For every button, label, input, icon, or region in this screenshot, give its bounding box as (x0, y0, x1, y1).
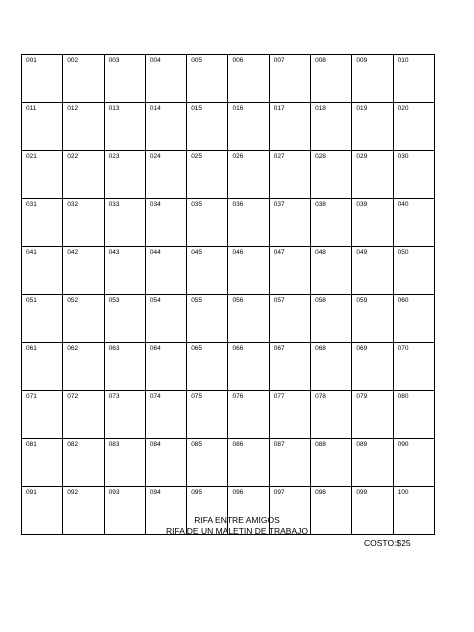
raffle-number-cell: 030 (393, 151, 434, 199)
raffle-number-cell: 001 (22, 55, 63, 103)
raffle-number-cell: 075 (187, 391, 228, 439)
raffle-number-cell: 019 (352, 103, 393, 151)
raffle-number-cell: 086 (228, 439, 269, 487)
raffle-number-cell: 094 (145, 487, 186, 535)
grid-row (22, 199, 435, 247)
grid-row (22, 151, 435, 199)
raffle-number-cell: 034 (145, 199, 186, 247)
raffle-number-grid (21, 54, 435, 535)
grid-row (22, 391, 435, 439)
raffle-number-cell: 033 (104, 199, 145, 247)
raffle-number-cell: 073 (104, 391, 145, 439)
raffle-number-cell: 063 (104, 343, 145, 391)
raffle-number-cell: 027 (269, 151, 310, 199)
grid-row (22, 343, 435, 391)
raffle-number-cell: 078 (311, 391, 352, 439)
raffle-number-cell: 081 (22, 439, 63, 487)
raffle-number-cell: 091 (22, 487, 63, 535)
raffle-number-cell: 055 (187, 295, 228, 343)
grid-row (22, 439, 435, 487)
raffle-number-cell: 090 (393, 439, 434, 487)
raffle-number-cell: 006 (228, 55, 269, 103)
raffle-number-cell: 017 (269, 103, 310, 151)
raffle-number-cell: 032 (63, 199, 104, 247)
raffle-number-cell: 071 (22, 391, 63, 439)
raffle-number-cell: 095 (187, 487, 228, 535)
raffle-number-cell: 059 (352, 295, 393, 343)
raffle-number-cell: 070 (393, 343, 434, 391)
raffle-number-cell: 057 (269, 295, 310, 343)
raffle-number-cell: 092 (63, 487, 104, 535)
raffle-cost: COSTO:$25 (364, 538, 411, 548)
raffle-number-cell: 003 (104, 55, 145, 103)
raffle-number-cell: 096 (228, 487, 269, 535)
raffle-number-cell: 085 (187, 439, 228, 487)
raffle-number-cell: 069 (352, 343, 393, 391)
raffle-number-cell: 022 (63, 151, 104, 199)
raffle-number-cell: 011 (22, 103, 63, 151)
raffle-number-cell: 077 (269, 391, 310, 439)
raffle-number-cell: 045 (187, 247, 228, 295)
raffle-number-cell: 004 (145, 55, 186, 103)
raffle-number-cell: 009 (352, 55, 393, 103)
raffle-number-cell: 058 (311, 295, 352, 343)
raffle-number-cell: 002 (63, 55, 104, 103)
raffle-number-cell: 014 (145, 103, 186, 151)
raffle-number-cell: 023 (104, 151, 145, 199)
grid-row (22, 295, 435, 343)
raffle-number-cell: 072 (63, 391, 104, 439)
raffle-number-cell: 074 (145, 391, 186, 439)
raffle-number-cell: 087 (269, 439, 310, 487)
raffle-number-cell: 076 (228, 391, 269, 439)
raffle-number-cell: 018 (311, 103, 352, 151)
raffle-number-cell: 007 (269, 55, 310, 103)
raffle-number-cell: 054 (145, 295, 186, 343)
raffle-number-cell: 024 (145, 151, 186, 199)
raffle-number-cell: 064 (145, 343, 186, 391)
raffle-number-cell: 020 (393, 103, 434, 151)
raffle-number-cell: 043 (104, 247, 145, 295)
raffle-number-cell: 035 (187, 199, 228, 247)
raffle-number-cell: 012 (63, 103, 104, 151)
raffle-title: RIFA ENTRE AMIGOS (194, 515, 280, 525)
raffle-number-cell: 040 (393, 199, 434, 247)
raffle-number-cell: 051 (22, 295, 63, 343)
raffle-number-cell: 048 (311, 247, 352, 295)
raffle-number-cell: 044 (145, 247, 186, 295)
raffle-number-cell: 065 (187, 343, 228, 391)
raffle-number-cell: 036 (228, 199, 269, 247)
raffle-number-cell: 056 (228, 295, 269, 343)
raffle-number-cell: 062 (63, 343, 104, 391)
raffle-number-cell: 097 (269, 487, 310, 535)
raffle-number-cell: 031 (22, 199, 63, 247)
raffle-number-cell: 079 (352, 391, 393, 439)
raffle-number-cell: 039 (352, 199, 393, 247)
grid-row (22, 247, 435, 295)
raffle-number-cell: 015 (187, 103, 228, 151)
raffle-number-cell: 005 (187, 55, 228, 103)
raffle-number-cell: 029 (352, 151, 393, 199)
raffle-number-cell: 088 (311, 439, 352, 487)
raffle-number-cell: 046 (228, 247, 269, 295)
raffle-number-cell: 021 (22, 151, 63, 199)
raffle-number-cell: 060 (393, 295, 434, 343)
raffle-number-cell: 067 (269, 343, 310, 391)
raffle-number-cell: 042 (63, 247, 104, 295)
raffle-number-cell: 050 (393, 247, 434, 295)
raffle-number-cell: 041 (22, 247, 63, 295)
raffle-subtitle: RIFA DE UN MALETIN DE TRABAJO (165, 526, 308, 536)
raffle-number-cell: 028 (311, 151, 352, 199)
raffle-number-cell: 053 (104, 295, 145, 343)
raffle-number-cell: 083 (104, 439, 145, 487)
raffle-number-cell: 013 (104, 103, 145, 151)
raffle-number-cell: 080 (393, 391, 434, 439)
raffle-number-cell: 068 (311, 343, 352, 391)
raffle-number-cell: 010 (393, 55, 434, 103)
raffle-number-cell: 066 (228, 343, 269, 391)
raffle-number-cell: 047 (269, 247, 310, 295)
raffle-number-cell: 038 (311, 199, 352, 247)
raffle-number-cell: 052 (63, 295, 104, 343)
grid-row (22, 103, 435, 151)
raffle-number-cell: 100 (393, 487, 434, 535)
raffle-number-cell: 084 (145, 439, 186, 487)
raffle-number-cell: 061 (22, 343, 63, 391)
raffle-number-cell: 082 (63, 439, 104, 487)
grid-row (22, 55, 435, 103)
raffle-number-cell: 026 (228, 151, 269, 199)
raffle-number-cell: 049 (352, 247, 393, 295)
raffle-number-cell: 093 (104, 487, 145, 535)
raffle-number-cell: 008 (311, 55, 352, 103)
raffle-number-cell: 025 (187, 151, 228, 199)
raffle-number-cell: 098 (311, 487, 352, 535)
raffle-number-cell: 099 (352, 487, 393, 535)
raffle-number-cell: 037 (269, 199, 310, 247)
raffle-number-cell: 089 (352, 439, 393, 487)
raffle-number-cell: 016 (228, 103, 269, 151)
